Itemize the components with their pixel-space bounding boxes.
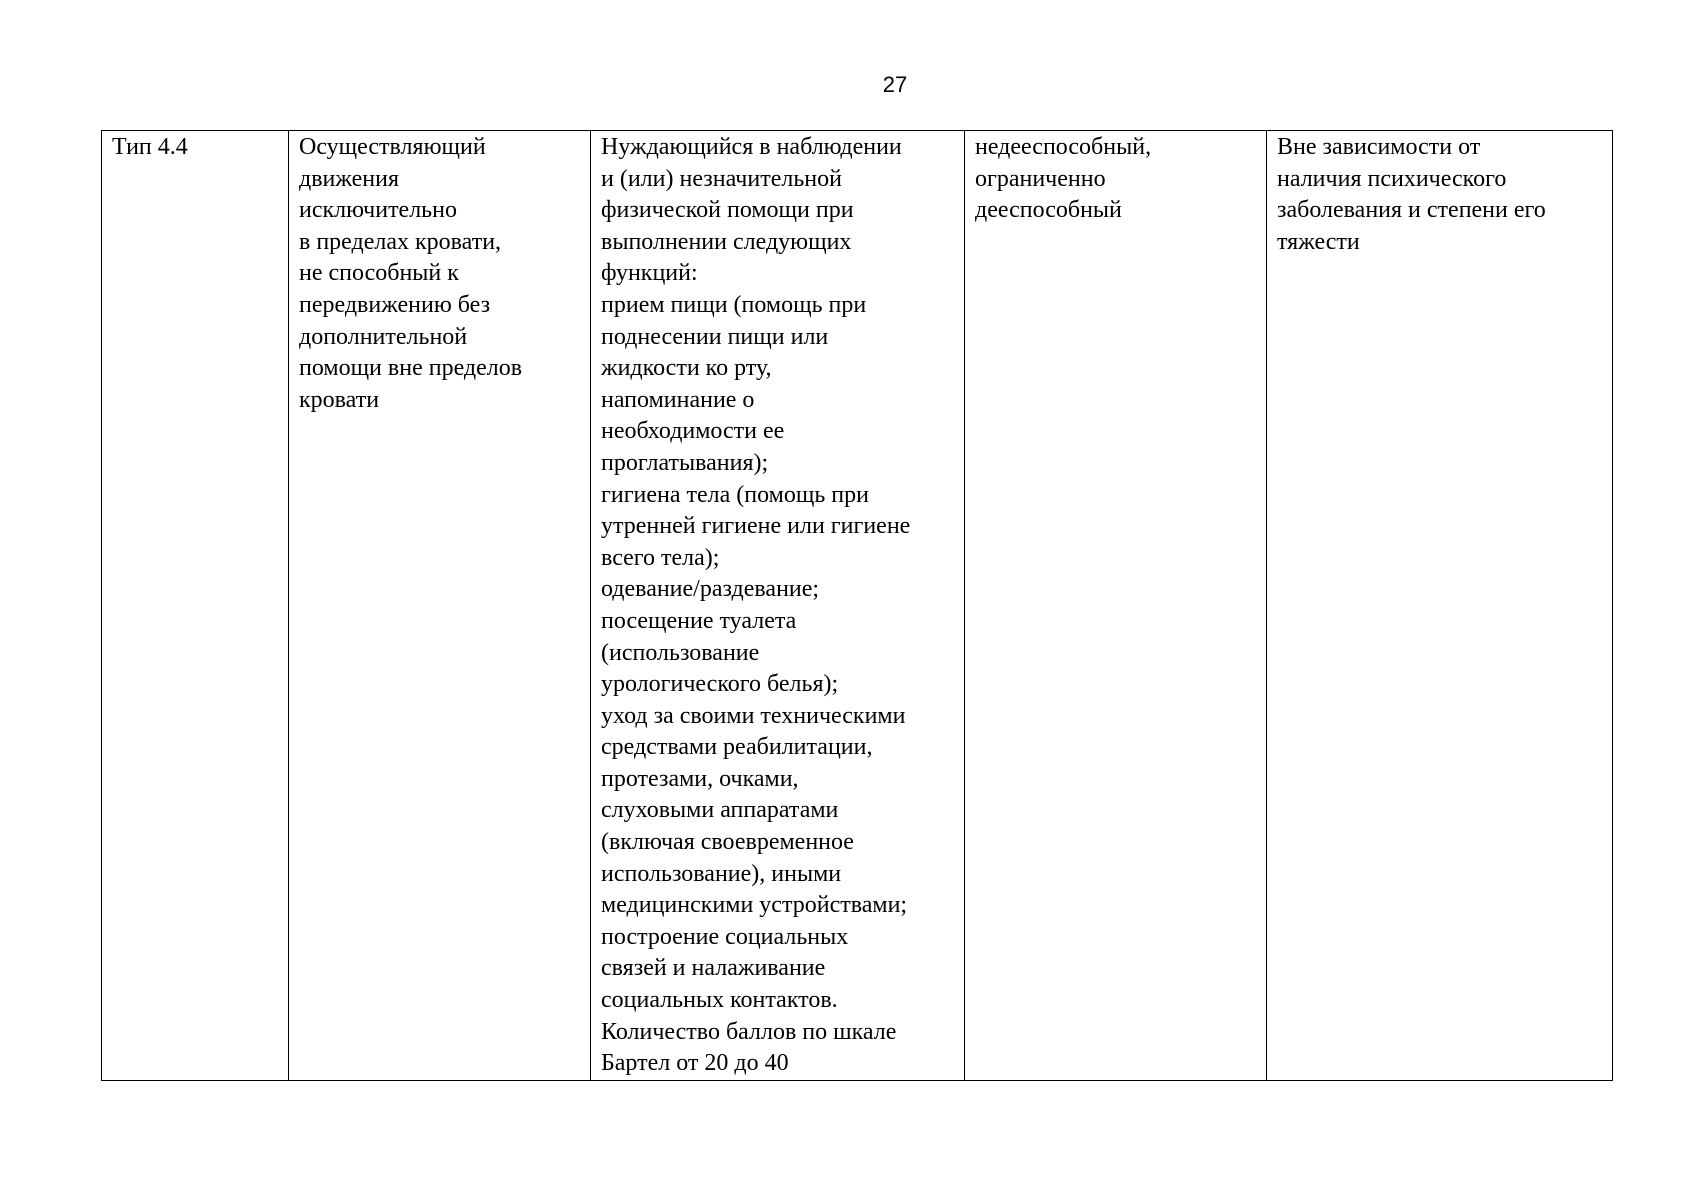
legal-capacity-cell: недееспособный, ограниченно дееспособный [965,131,1267,1081]
mobility-cell: Осуществляющий движения исключительно в пределах кровати, не способный к передвижению без дополнительной помощи вне пределов кровати [289,131,591,1081]
care-needs-cell: Нуждающийся в наблюдении и (или) незначительной физической помощи при выполнении следующих функций: прием пищи (помощь при поднесении пищи или жидкости ко рту, напоминание о необходимости ее проглатывания); гигиена тела (помощь при утренней гигиене или гигиене всего тела); одевание/раздевание; посещение туалета (использование урологического белья); уход за своими техническими средствами реабилитации, протезами, очками, слуховыми аппаратами (включая своевременное использование), иными медицинскими устройствами; построение социальных связей и налаживание социальных контактов. Количество баллов по шкале Бартел от 20 до 40 [591,131,965,1081]
table-row [102,131,1613,1081]
mental-condition-cell: Вне зависимости от наличия психического заболевания и степени его тяжести [1267,131,1613,1081]
type-cell: Тип 4.4 [102,131,289,1081]
page-number: 27 [882,72,908,97]
classification-table [101,130,1613,1081]
